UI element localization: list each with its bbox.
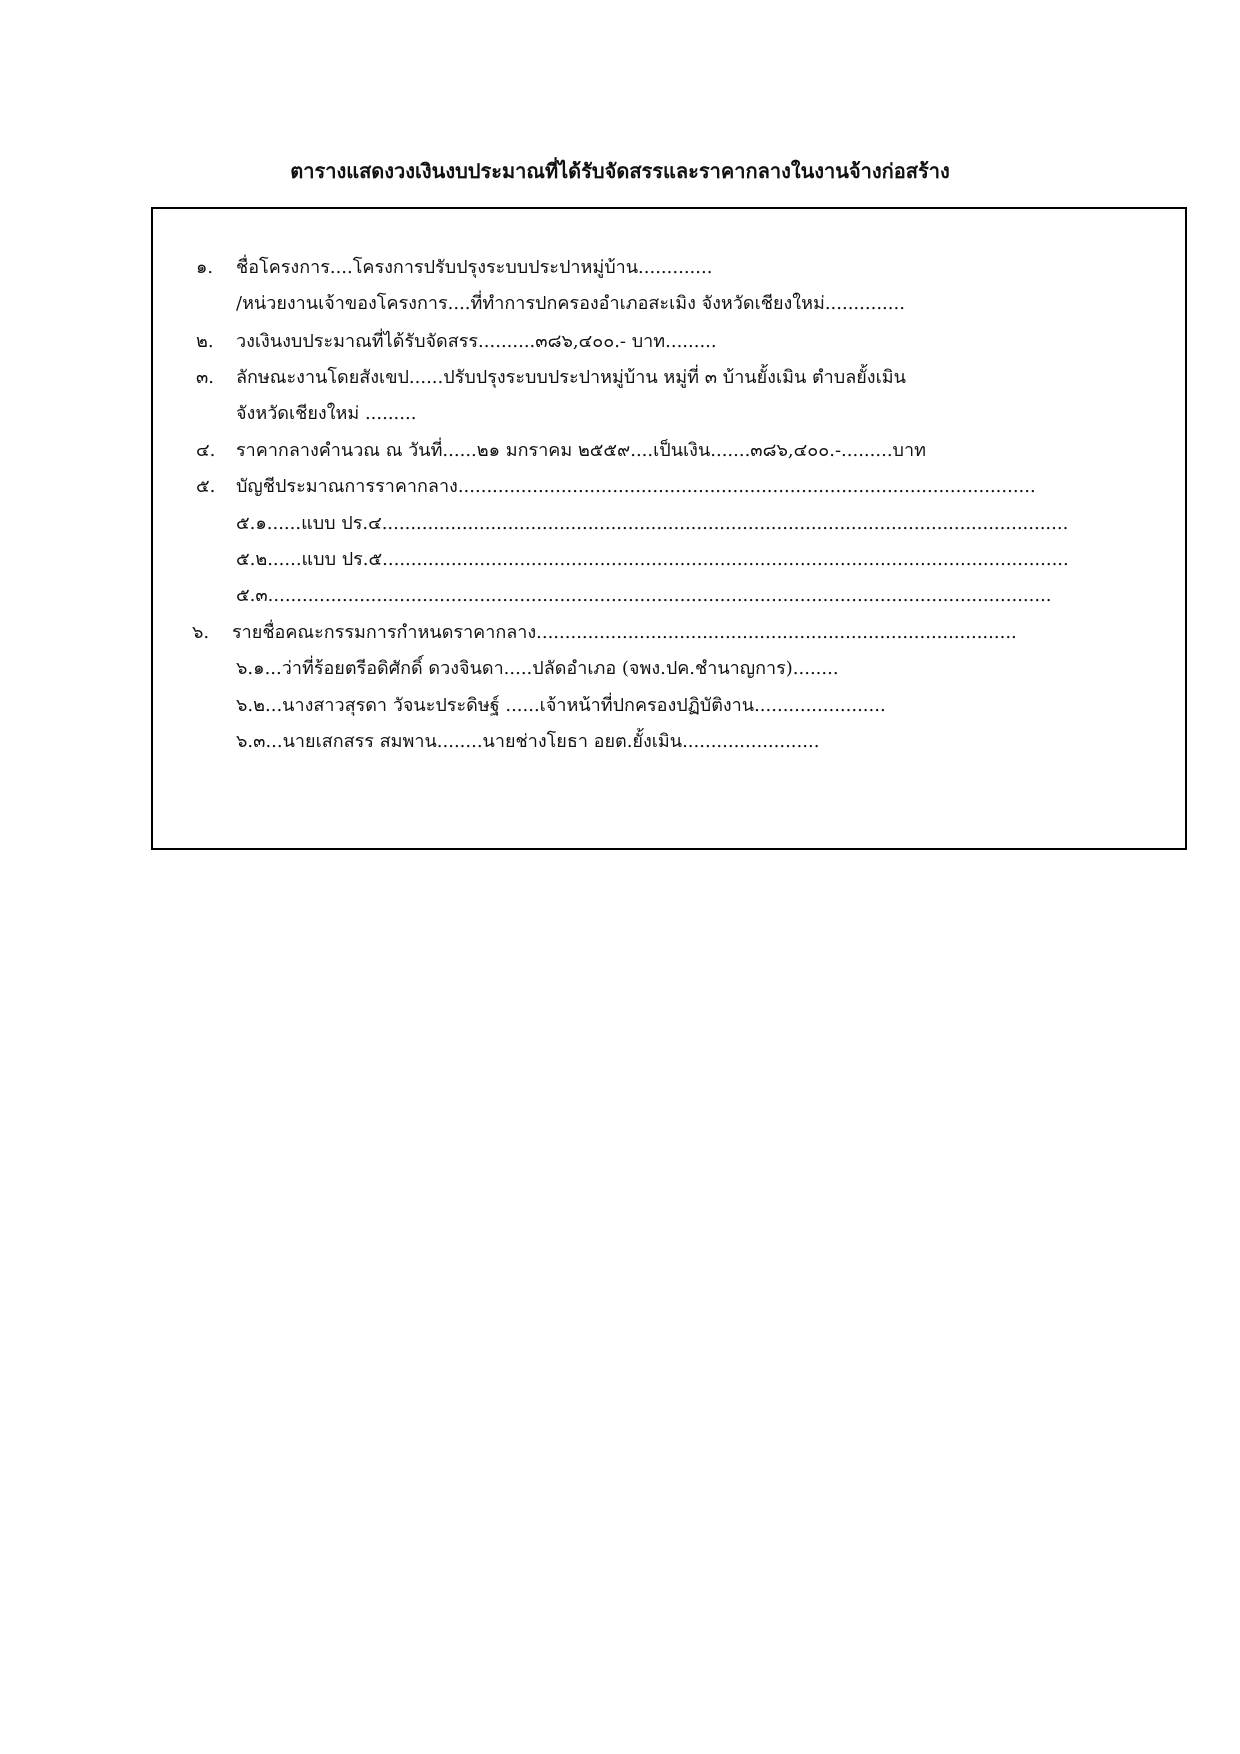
- item-5-text: บัญชีประมาณการราคากลาง.....................................................................................................: [236, 476, 1036, 497]
- item-5-3-text: ๕.๓.........................................................................................................................................: [236, 585, 1052, 606]
- item-3-continuation-text: จังหวัดเชียงใหม่ .........: [236, 403, 417, 424]
- item-6-1-text: ๖.๑...ว่าที่ร้อยตรีอดิศักดิ์ ดวงจินดา.....ปลัดอำเภอ (จพง.ปค.ชำนาญการ)........: [236, 658, 839, 679]
- item-2-number: ๒.: [196, 331, 214, 352]
- item-6-2-text: ๖.๒...นางสาวสุรดา วัจนะประดิษฐ์ ......เจ้าหน้าที่ปกครองปฏิบัติงาน.......................: [236, 695, 886, 716]
- item-5-2-text: ๕.๒......แบบ ปร.๕........................................................................................................................: [236, 549, 1069, 570]
- item-3-number: ๓.: [196, 367, 215, 388]
- item-4-line: [196, 437, 926, 465]
- item-4-number: ๔.: [196, 440, 216, 461]
- item-6-2-line: [236, 692, 886, 720]
- item-5-3-line: [236, 582, 1052, 610]
- item-5-1-text: ๕.๑......แบบ ปร.๔........................................................................................................................: [236, 513, 1069, 534]
- item-1-line: [196, 254, 712, 282]
- item-6-1-line: [236, 655, 839, 683]
- item-3-line: [196, 364, 906, 392]
- item-1-agency-line: [236, 290, 905, 318]
- item-2-line: [196, 328, 717, 356]
- item-6-text: รายชื่อคณะกรรมการกำหนดราคากลาง....................................................................................: [232, 622, 1017, 643]
- item-3-text: ลักษณะงานโดยสังเขป......ปรับปรุงระบบประปาหมู่บ้าน หมู่ที่ ๓ บ้านยั้งเมิน ตำบลยั้งเมิน: [236, 367, 906, 388]
- item-3-continuation-line: [236, 400, 416, 428]
- item-4-text: ราคากลางคำนวณ ณ วันที่......๒๑ มกราคม ๒๕๕๙....เป็นเงิน.......๓๘๖,๔๐๐.-.........บาท: [236, 440, 926, 461]
- item-5-number: ๕.: [196, 476, 216, 497]
- item-1-agency-text: /หน่วยงานเจ้าของโครงการ....ที่ทำการปกครองอำเภอสะเมิง จังหวัดเชียงใหม่..............: [236, 293, 905, 314]
- item-6-number: ๖.: [192, 622, 210, 643]
- item-6-3-text: ๖.๓...นายเสกสรร สมพาน........นายช่างโยธา อยต.ยั้งเมิน........................: [236, 731, 820, 752]
- item-1-text: ชื่อโครงการ....โครงการปรับปรุงระบบประปาหมู่บ้าน.............: [236, 257, 713, 278]
- item-6-line: [192, 619, 1017, 647]
- item-5-2-line: [236, 546, 1069, 574]
- item-6-3-line: [236, 728, 819, 756]
- item-2-text: วงเงินงบประมาณที่ได้รับจัดสรร..........๓๘๖,๔๐๐.- บาท.........: [236, 331, 717, 352]
- document-title: ตารางแสดงวงเงินงบประมาณที่ได้รับจัดสรรและราคากลางในงานจ้างก่อสร้าง: [290, 159, 950, 183]
- item-5-1-line: [236, 510, 1068, 538]
- item-5-line: [196, 473, 1036, 501]
- item-1-number: ๑.: [196, 257, 214, 278]
